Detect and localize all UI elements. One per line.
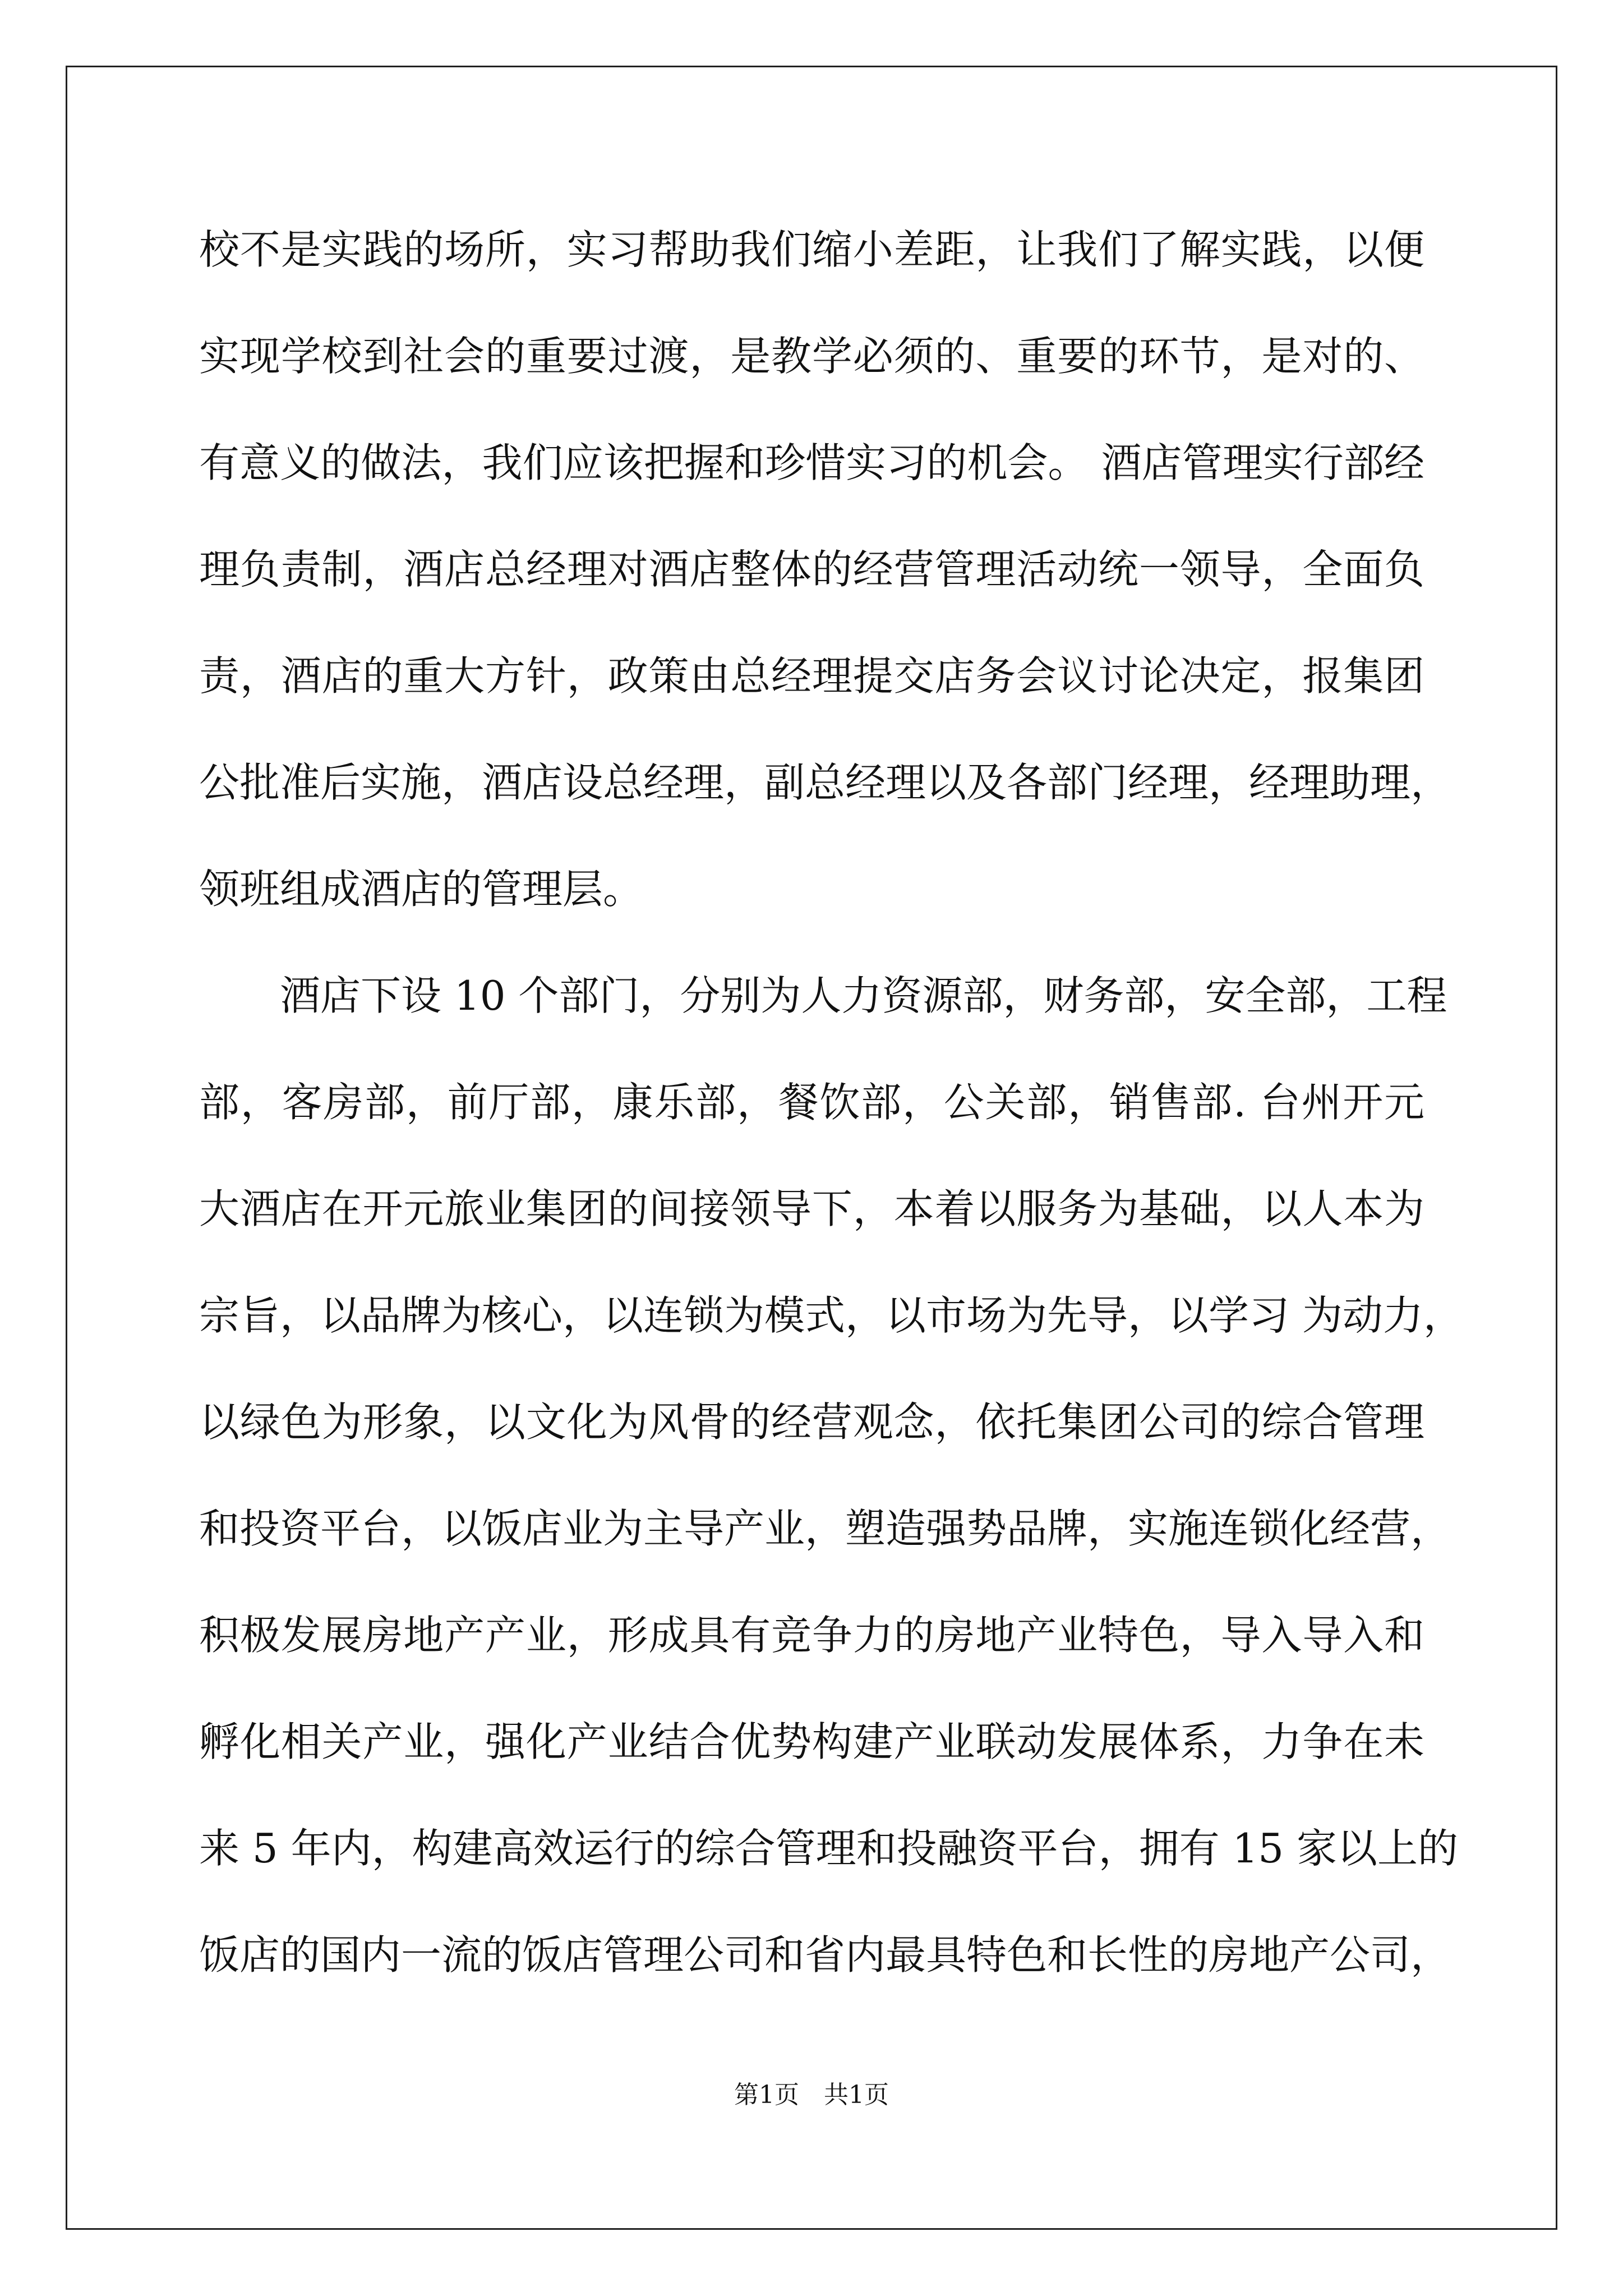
document-body — [199, 216, 1464, 2028]
text-line-7: 领班组成酒店的管理层。 — [199, 866, 644, 913]
text-line-13: 和投资平台，以饭店业为主导产业，塑造强势品牌，实施连锁化经营， — [199, 1505, 1451, 1552]
text-line-14: 积极发展房地产产业，形成具有竞争力的房地产业特色，导入导入和 — [199, 1612, 1424, 1659]
text-line-9: 部，客房部，前厅部，康乐部，餐饮部，公关部，销售部. 台州开元 — [199, 1079, 1424, 1126]
text-line-5: 责，酒店的重大方针，政策由总经理提交店务会议讨论决定，报集团 — [199, 652, 1424, 700]
text-line-1: 校不是实践的场所，实习帮助我们缩小差距，让我们了解实践，以便 — [199, 226, 1424, 273]
page-number: 第1页 共1页 — [734, 2081, 889, 2109]
text-line-8: 酒店下设 10 个部门，分别为人力资源部，财务部，安全部，工程 — [199, 972, 1447, 1019]
text-line-4: 理负责制，酒店总经理对酒店整体的经营管理活动统一领导，全面负 — [199, 546, 1424, 593]
text-line-12: 以绿色为形象，以文化为风骨的经营观念，依托集团公司的综合管理 — [199, 1398, 1424, 1446]
text-line-2: 实现学校到社会的重要过渡，是教学必须的、重要的环节，是对的、 — [199, 333, 1424, 380]
text-line-10: 大酒店在开元旅业集团的间接领导下，本着以服务为基础，以人本为 — [199, 1185, 1424, 1232]
text-line-6: 公批准后实施，酒店设总经理，副总经理以及各部门经理，经理助理， — [199, 759, 1451, 806]
text-line-3: 有意义的做法，我们应该把握和珍惜实习的机会。 酒店管理实行部经 — [199, 439, 1424, 486]
text-line-16: 来 5 年内，构建高效运行的综合管理和投融资平台，拥有 15 家以上的 — [199, 1825, 1458, 1872]
text-line-17: 饭店的国内一流的饭店管理公司和省内最具特色和长性的房地产公司， — [199, 1931, 1451, 1978]
text-line-15: 孵化相关产业，强化产业结合优势构建产业联动发展体系，力争在未 — [199, 1718, 1424, 1765]
text-line-11: 宗旨，以品牌为核心，以连锁为模式，以市场为先导，以学习 为动力， — [199, 1292, 1464, 1339]
